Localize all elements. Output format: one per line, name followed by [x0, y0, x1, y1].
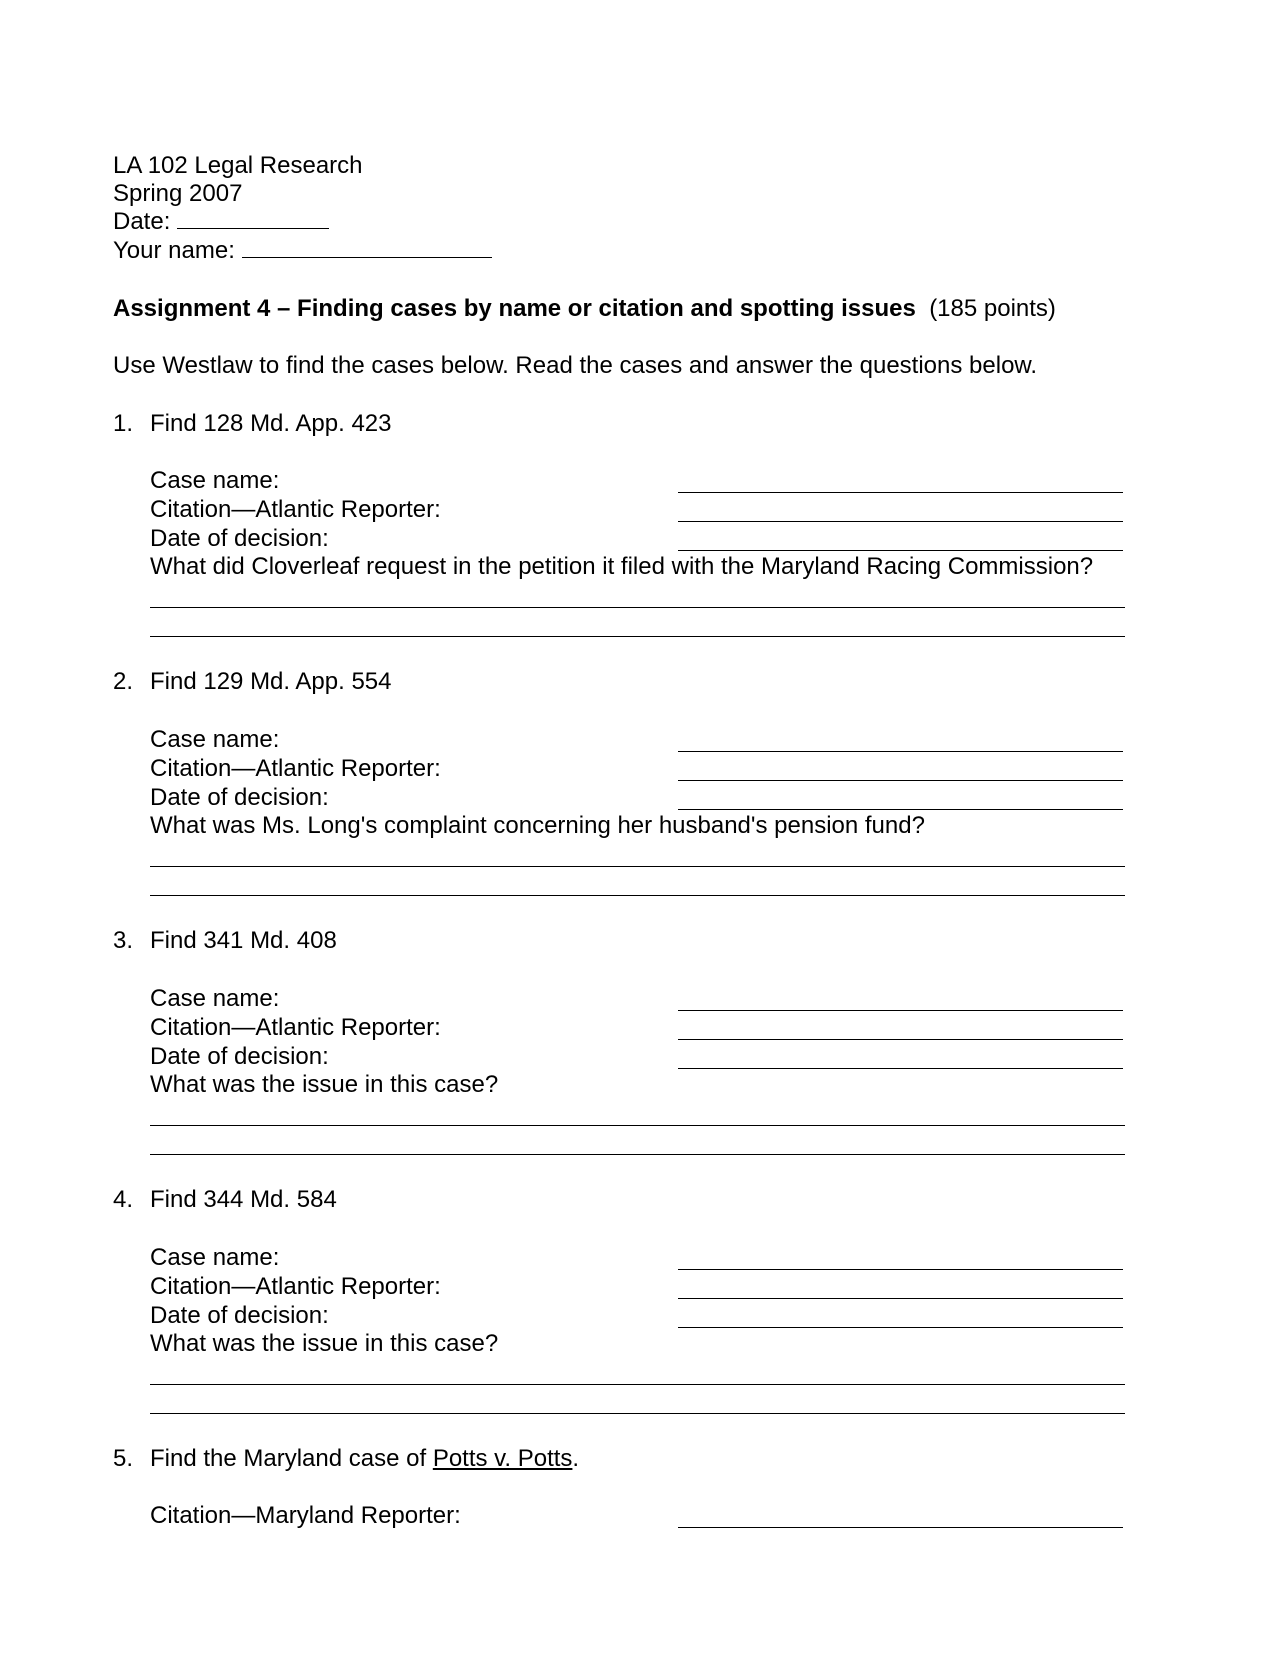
citation-field[interactable]	[678, 1298, 1123, 1299]
case-name-field[interactable]	[678, 751, 1123, 752]
citation-label: Citation—Atlantic Reporter:	[150, 1273, 441, 1300]
item-prompt: Find 344 Md. 584	[150, 1186, 337, 1213]
answer-line[interactable]	[150, 607, 1125, 608]
case-name-label: Case name:	[150, 985, 280, 1012]
question-text: What was Ms. Long's complaint concerning her husband's pension fund?	[150, 812, 925, 839]
citation-field[interactable]	[678, 521, 1123, 522]
question-text: What was the issue in this case?	[150, 1071, 499, 1098]
citation-maryland-field[interactable]	[678, 1527, 1123, 1528]
answer-line[interactable]	[150, 1413, 1125, 1414]
case-name-label: Case name:	[150, 1244, 280, 1271]
citation-field[interactable]	[678, 1039, 1123, 1040]
date-field[interactable]	[678, 1068, 1123, 1069]
item-number: 4.	[113, 1186, 134, 1213]
assignment-title: Assignment 4 – Finding cases by name or citation and spotting issues	[113, 295, 916, 322]
date-label: Date of decision:	[150, 525, 329, 552]
question-text: What did Cloverleaf request in the petition it filed with the Maryland Racing Commission?	[150, 553, 1094, 580]
item-prompt: Find 341 Md. 408	[150, 927, 337, 954]
date-label: Date of decision:	[150, 1302, 329, 1329]
name-label: Your name:	[113, 237, 235, 264]
prompt-period: .	[572, 1445, 580, 1472]
item-number: 1.	[113, 410, 134, 437]
answer-line[interactable]	[150, 1384, 1125, 1385]
citation-label: Citation—Atlantic Reporter:	[150, 496, 441, 523]
answer-line[interactable]	[150, 895, 1125, 896]
case-name-field[interactable]	[678, 1269, 1123, 1270]
citation-maryland-label: Citation—Maryland Reporter:	[150, 1502, 461, 1529]
date-field[interactable]	[678, 1327, 1123, 1328]
answer-line[interactable]	[150, 866, 1125, 867]
answer-line[interactable]	[150, 636, 1125, 637]
item-number: 3.	[113, 927, 134, 954]
assignment-points: (185 points)	[929, 295, 1056, 322]
prompt-text: Find the Maryland case of	[150, 1445, 433, 1472]
answer-line[interactable]	[150, 1125, 1125, 1126]
case-name-field[interactable]	[678, 492, 1123, 493]
answer-line[interactable]	[150, 1154, 1125, 1155]
item-number: 5.	[113, 1445, 134, 1472]
assignment-heading	[113, 295, 1056, 323]
date-row	[113, 208, 329, 236]
date-field[interactable]	[678, 809, 1123, 810]
case-name-label: Case name:	[150, 467, 280, 494]
citation-field[interactable]	[678, 780, 1123, 781]
name-blank[interactable]	[242, 239, 492, 258]
item-prompt	[150, 1445, 579, 1473]
citation-label: Citation—Atlantic Reporter:	[150, 1014, 441, 1041]
citation-label: Citation—Atlantic Reporter:	[150, 755, 441, 782]
date-label: Date:	[113, 208, 171, 235]
case-name-label: Case name:	[150, 726, 280, 753]
case-title: Potts v. Potts	[432, 1445, 573, 1472]
item-prompt: Find 129 Md. App. 554	[150, 668, 392, 695]
name-row	[113, 237, 492, 265]
item-number: 2.	[113, 668, 134, 695]
date-blank[interactable]	[177, 210, 329, 229]
instructions: Use Westlaw to find the cases below. Read the cases and answer the questions below.	[113, 352, 1038, 379]
question-text: What was the issue in this case?	[150, 1330, 499, 1357]
course-title: LA 102 Legal Research	[113, 152, 363, 179]
date-field[interactable]	[678, 550, 1123, 551]
case-name-field[interactable]	[678, 1010, 1123, 1011]
date-label: Date of decision:	[150, 1043, 329, 1070]
date-label: Date of decision:	[150, 784, 329, 811]
term: Spring 2007	[113, 180, 243, 207]
item-prompt: Find 128 Md. App. 423	[150, 410, 392, 437]
